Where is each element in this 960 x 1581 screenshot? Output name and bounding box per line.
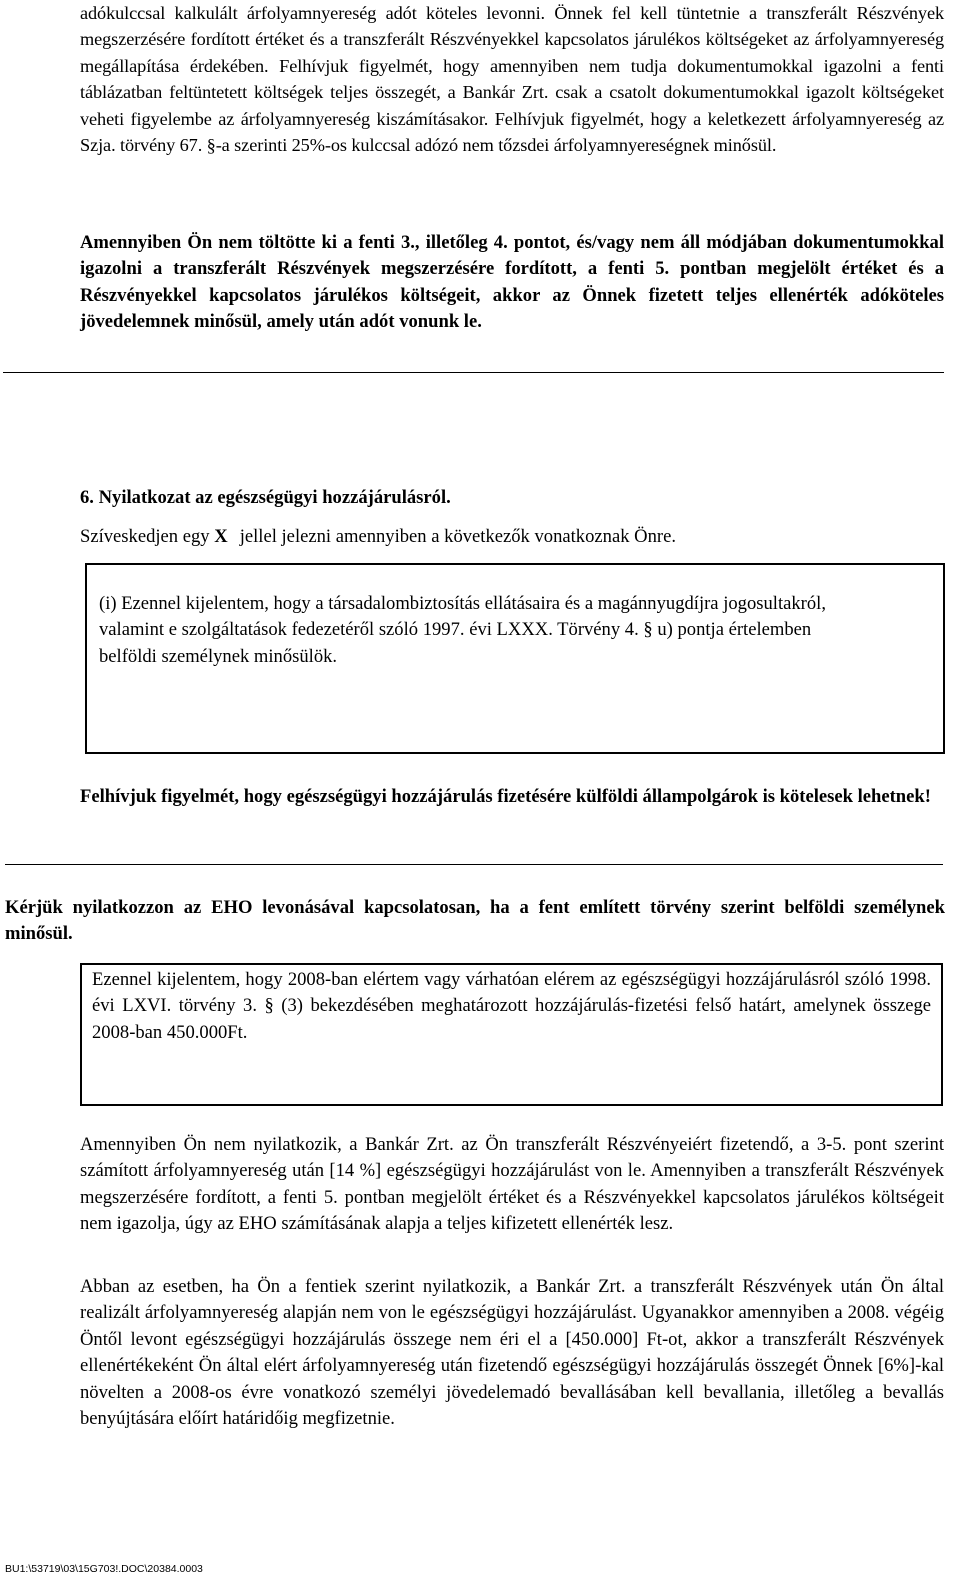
footer-doc-ref: BU1:\53719\03\15G703!.DOC\20384.0003 bbox=[5, 1563, 203, 1575]
section6-instruction bbox=[80, 524, 940, 550]
section5-paragraph: adókulccsal kalkulált árfolyamnyereség adót köteles levonni. Önnek fel kell tüntetnie a transzferált Részvények megszerzésére fordított értéket és a transzferált Részvényekkel kapcsolatos járulékos költségeket az árfolyamnyereség megállapítása érdekében. Felhívjuk figyelmét, hogy amennyiben nem tudja dokumentumokkal igazolni a fenti táblázatban feltüntetett költségek teljes összegét, a Bankár Zrt. csak a csatolt dokumentumokkal igazolt költségeket veheti figyelembe az árfolyamnyereség kiszámításakor. Felhívjuk figyelmét, hogy a keletkezett árfolyamnyereség az Szja. törvény 67. §-a szerinti 25%-os kulccsal adózó nem tőzsdei árfolyamnyereségnek minősül. bbox=[80, 3, 944, 156]
divider-1 bbox=[3, 372, 944, 373]
paragraph-with-declaration: Abban az esetben, ha Ön a fentiek szerint nyilatkozik, a Bankár Zrt. a transzferált Részvények után Ön által realizált árfolyamnyereség alapján nem von le egészségügyi hozzájárulást. Ugyanakkor amennyiben a 2008. végéig Öntől levont egészségügyi hozzájárulás összege nem éri el a [450.000] Ft-ot, akkor a transzferált Részvények ellenértékeként Ön által elért árfolyamnyereség után fizetendő egészségügyi hozzájárulás összegét Önnek [6%]-kal növelten a 2008-os évre vonatkozó személyi jövedelemadó bevallásában kell bevallania, illetőleg a bevallás benyújtására előírt határidőig megfizetnie. bbox=[80, 1276, 944, 1430]
instruction-after: jellel jelezni amennyiben a következők vonatkoznak Önre. bbox=[239, 526, 676, 547]
divider-2 bbox=[5, 864, 943, 865]
declaration-box-1-text: (i) Ezennel kijelentem, hogy a társadalombiztosítás ellátásaira és a magánnyugdíjra jogosultakról, valamint e szolgáltatások fedezetéről szóló 1997. évi LXXX. Törvény 4. § u) pontja értelemben belföldi személynek minősülök. bbox=[99, 593, 826, 667]
section5-bold-warning: Amennyiben Ön nem töltötte ki a fenti 3., illetőleg 4. pontot, és/vagy nem áll módjában dokumentumokkal igazolni a transzferált Részvények megszerzésére fordított, a fenti 5. pontban megjelölt értéket és a Részvényekkel kapcsolatos járulékos költségeit, akkor az Önnek fizetett teljes ellenérték adóköteles jövedelemnek minősül, amely után adót vonunk le. bbox=[80, 232, 944, 333]
instruction-mark: X bbox=[214, 526, 228, 547]
eho-request: Kérjük nyilatkozzon az EHO levonásával kapcsolatosan, ha a fent említett törvény szerint belföldi személynek minősül. bbox=[5, 897, 945, 945]
instruction-before: Szíveskedjen egy bbox=[80, 526, 210, 547]
warning-foreigners: Felhívjuk figyelmét, hogy egészségügyi hozzájárulás fizetésére külföldi állampolgárok is kötelesek lehetnek! bbox=[80, 786, 931, 807]
declaration-box-1[interactable] bbox=[85, 563, 945, 754]
declaration-box-2-text: Ezennel kijelentem, hogy 2008-ban elértem vagy várhatóan elérem az egészségügyi hozzájárulásról szóló 1998. évi LXVI. törvény 3. § (3) bekezdésében meghatározott hozzájárulás-fizetési felső határt, amelynek összege 2008-ban 450.000Ft. bbox=[92, 969, 931, 1043]
declaration-box-2[interactable] bbox=[80, 963, 943, 1106]
paragraph-no-declaration: Amennyiben Ön nem nyilatkozik, a Bankár Zrt. az Ön transzferált Részvényeiért fizetendő, a 3-5. pont szerint számított árfolyamnyereség után [14 %] egészségügyi hozzájárulást von le. Amennyiben a transzferált Részvények megszerzésére fordított, a fenti 5. pontban megjelölt értéket és a Részvényekkel kapcsolatos járulékos költségeit nem igazolja, úgy az EHO számításának alapja a teljes kifizetett ellenérték lesz. bbox=[80, 1134, 944, 1235]
section6-heading: 6. Nyilatkozat az egészségügyi hozzájárulásról. bbox=[80, 487, 451, 508]
